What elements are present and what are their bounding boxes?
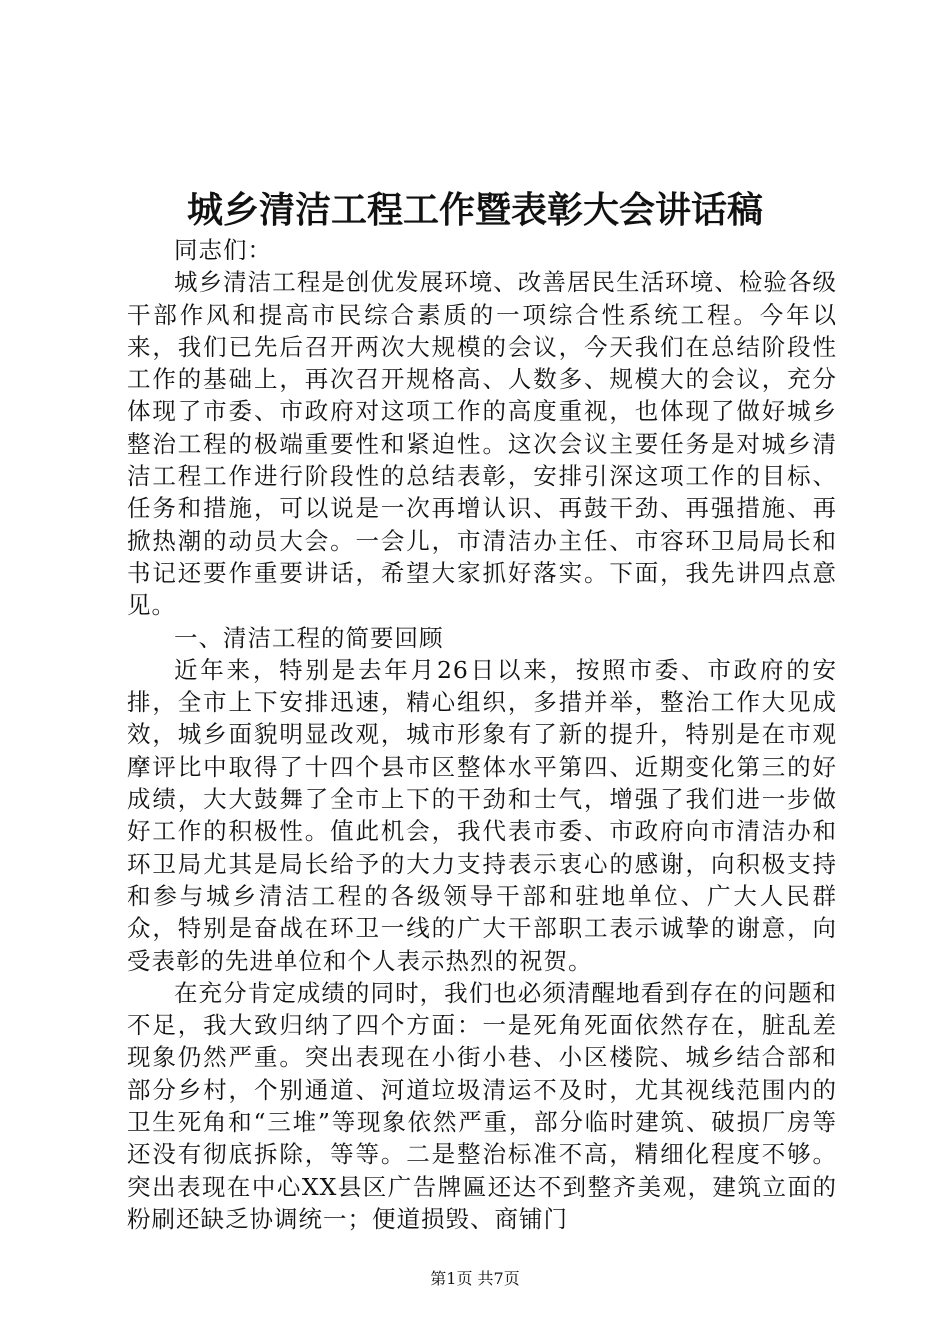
page-footer: 第1页 共7页: [430, 1269, 520, 1288]
section-heading: 一、清洁工程的简要回顾: [174, 623, 444, 652]
document-body: [127, 234, 837, 1235]
paragraph-intro: 城乡清洁工程是创优发展环境、改善居民生活环境、检验各级干部作风和提高市民综合素质的一项综合性系统工程。今年以来，我们已先后召开两次大规模的会议，今天我们在总结阶段性工作的基础上，再次召开规格高、人数多、规模大的会议，充分体现了市委、市政府对这项工作的高度重视，也体现了做好城乡整治工程的极端重要性和紧迫性。这次会议主要任务是对城乡清洁工程工作进行阶段性的总结表彰，安排引深这项工作的目标、任务和措施，可以说是一次再增认识、再鼓干劲、再强措施、再掀热潮的动员大会。一会儿，市清洁办主任、市容环卫局局长和书记还要作重要讲话，希望大家抓好落实。下面，我先讲四点意见。: [127, 268, 837, 620]
paragraph-review: 近年来，特别是去年月26日以来，按照市委、市政府的安排，全市上下安排迅速，精心组织，多措并举，整治工作大见成效，城乡面貌明显改观，城市形象有了新的提升，特别是在市观摩评比中取得了十四个县市区整体水平第四、近期变化第三的好成绩，大大鼓舞了全市上下的干劲和士气，增强了我们进一步做好工作的积极性。值此机会，我代表市委、市政府向市清洁办和环卫局尤其是局长给予的大力支持表示衷心的感谢，向积极支持和参与城乡清洁工程的各级领导干部和驻地单位、广大人民群众，特别是奋战在环卫一线的广大干部职工表示诚挚的谢意，向受表彰的先进单位和个人表示热烈的祝贺。: [127, 655, 837, 975]
document-title: 城乡清洁工程工作暨表彰大会讲话稿: [186, 189, 763, 231]
salutation: 同志们：: [174, 236, 272, 264]
paragraph-problems: 在充分肯定成绩的同时，我们也必须清醒地看到存在的问题和不足，我大致归纳了四个方面：一是死角死面依然存在，脏乱差现象仍然严重。突出表现在小街小巷、小区楼院、城乡结合部和部分乡村，个别通道、河道垃圾清运不及时，尤其视线范围内的卫生死角和“三堆”等现象依然严重，部分临时建筑、破损厂房等还没有彻底拆除，等等。二是整治标准不高，精细化程度不够。突出表现在中心XX县区广告牌匾还达不到整齐美观，建筑立面的粉刷还缺乏协调统一；便道损毁、商铺门: [127, 978, 837, 1233]
